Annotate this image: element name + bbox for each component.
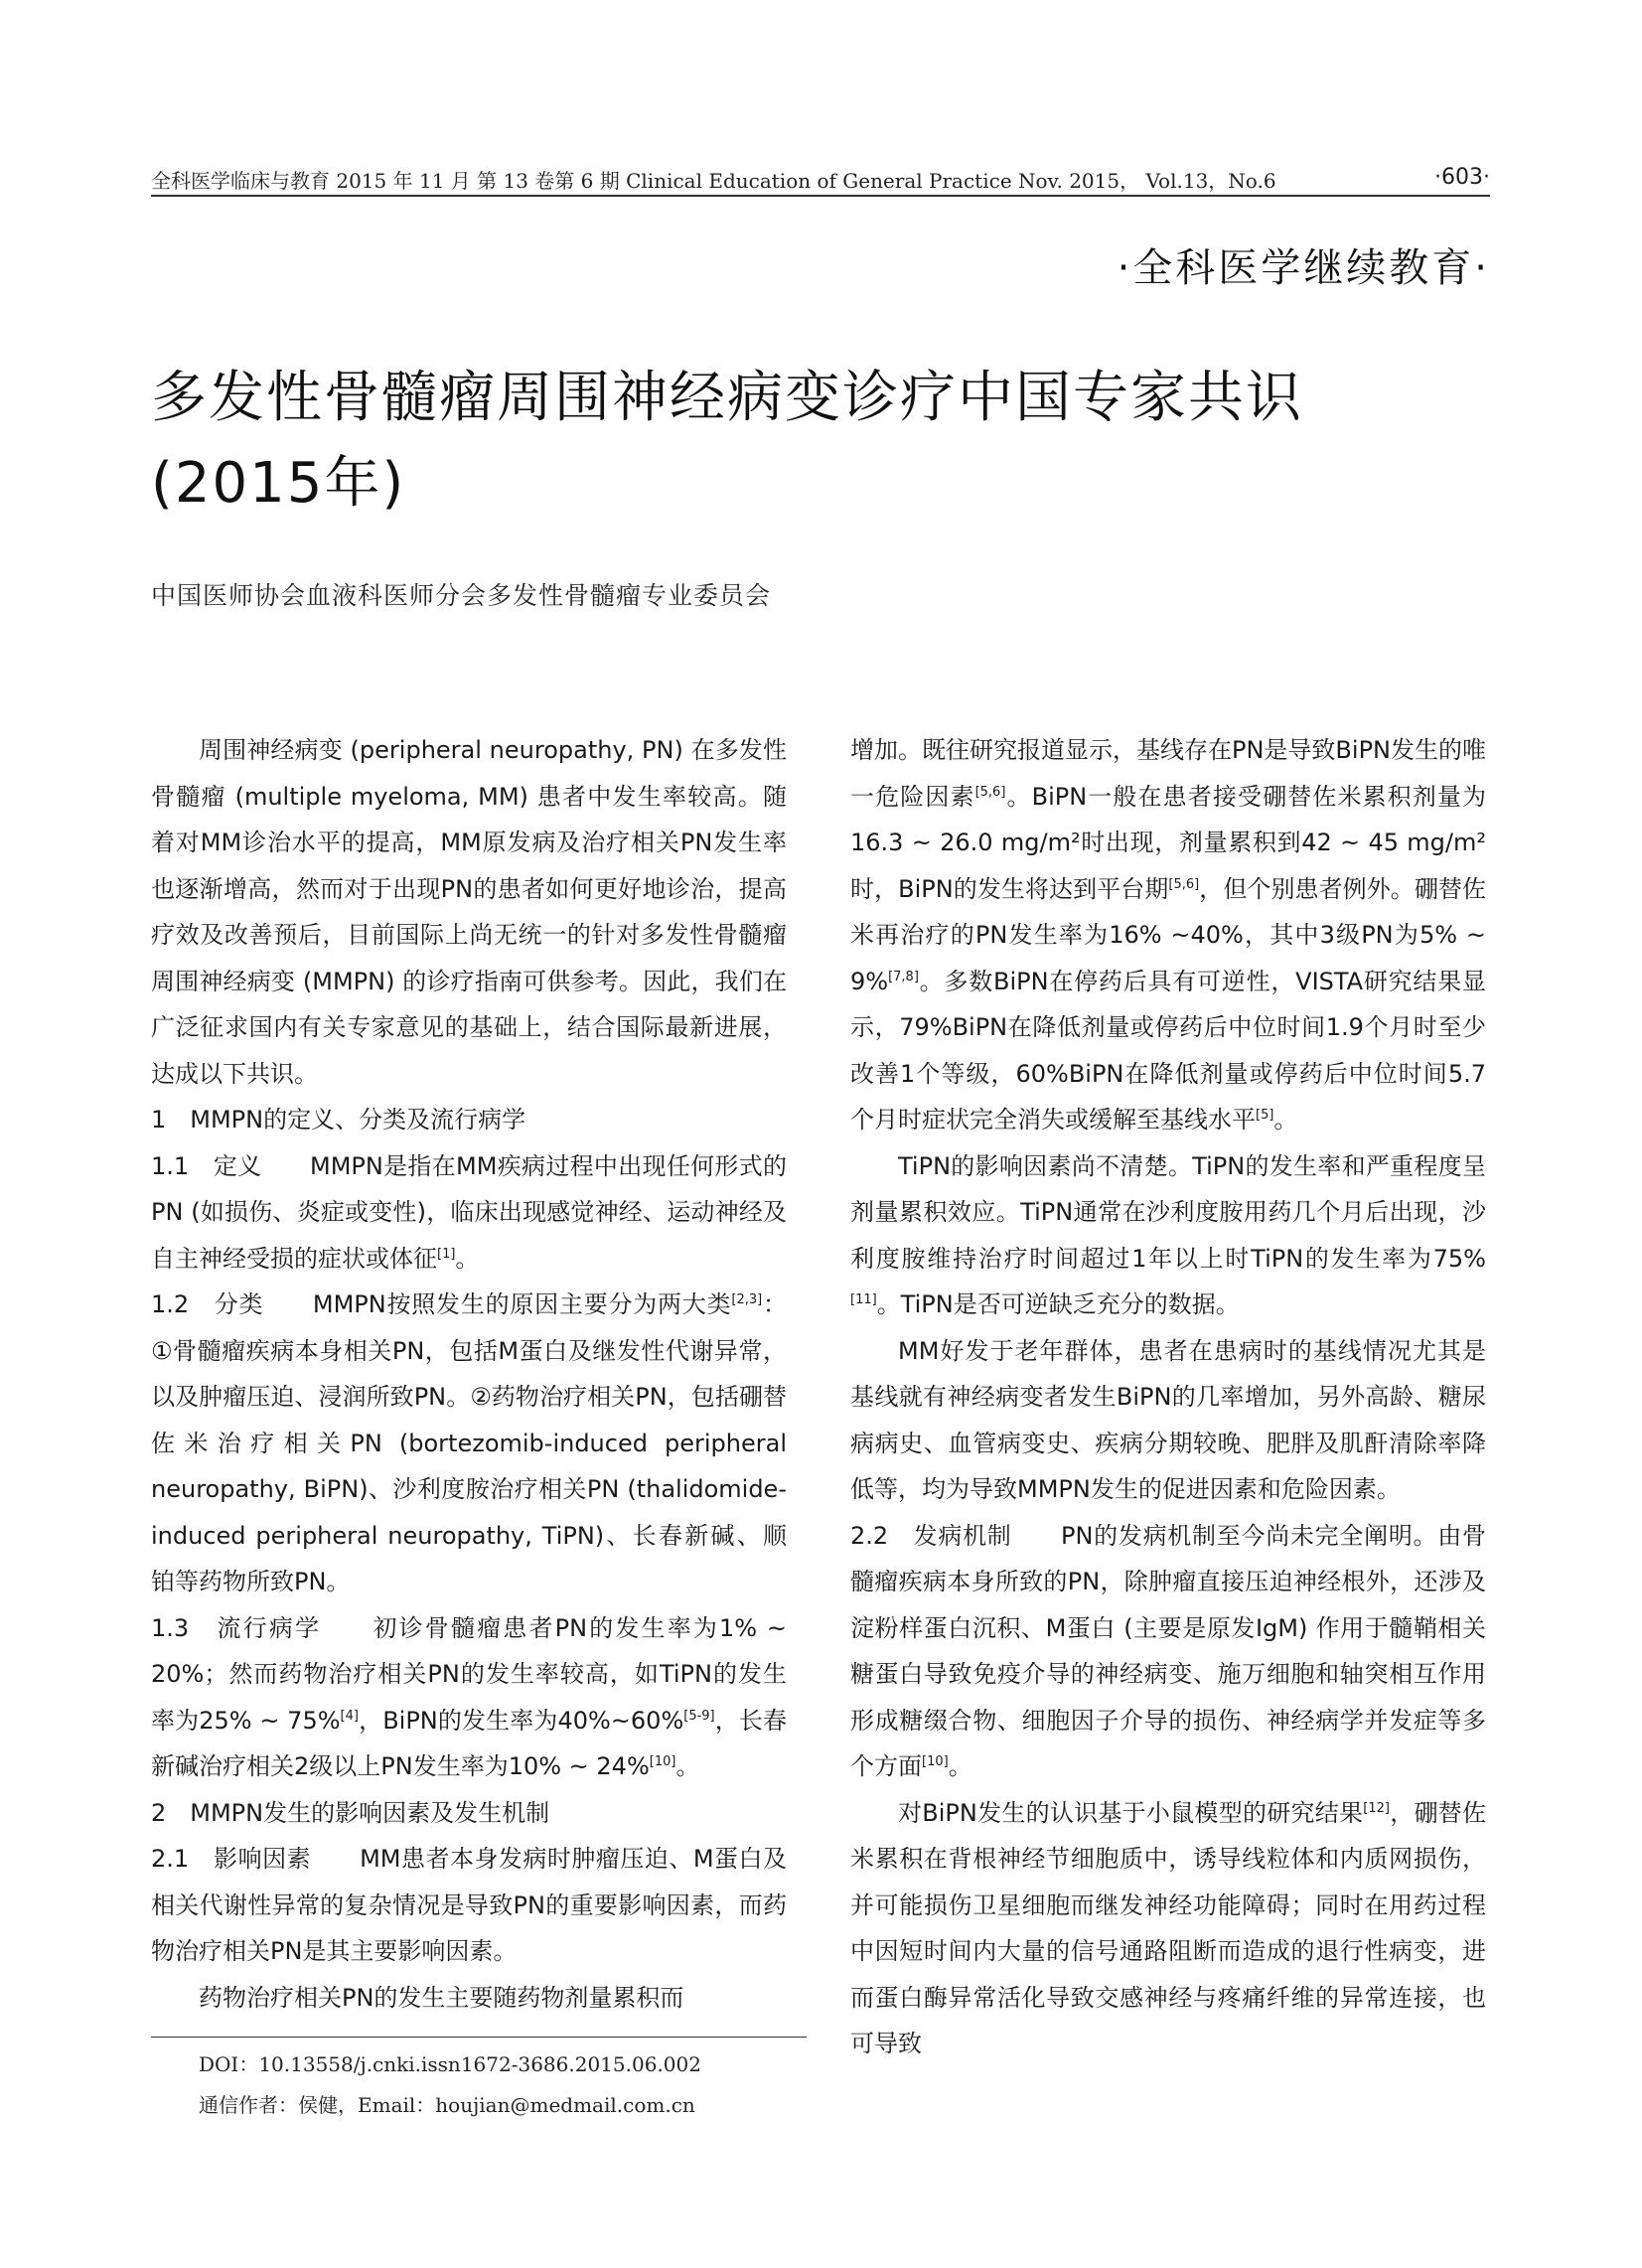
subsection-heading: 2.2 发病机制 [850,1521,1012,1550]
body-text: ，BiPN的发生率为40%~60% [358,1706,684,1735]
section-heading-1: 1 MMPN的定义、分类及流行病学 [151,1106,526,1134]
body-text: ，硼替佐米累积在背根神经节细胞质中，诱导线粒体和内质网损伤，并可能损伤卫星细胞而继发神经功能障碍；同时在用药过程中因短时间内大量的信号通路阻断而造成的退行性病变，进而蛋白酶异常活化导致交感神经与疼痛纤维的异常连接，也可导致 [850,1798,1486,2057]
citation: [10] [649,1754,676,1769]
title-line-2: (2015年) [151,451,406,516]
citation: [5-9] [683,1708,715,1724]
body-paragraph [850,727,1486,1143]
body-text: ，长春新碱治疗相关2级以上PN发生率为10% ~ 24% [151,1706,787,1780]
page-number: ·603· [1434,165,1490,190]
body-paragraph [850,1143,1486,1328]
body-text: 初诊骨髓瘤患者PN的发生率为1% ~ 20%；然而药物治疗相关PN的发生率较高，如TiPN的发生率为25% ~ 75% [151,1613,787,1735]
body-text: 。 [948,1752,972,1780]
right-column [850,727,1486,2067]
left-column [151,727,787,2021]
citation: [5] [1256,1108,1274,1123]
subsection-heading: 2.1 影响因素 [151,1845,312,1873]
doi-footnote: DOI：10.13558/j.cnki.issn1672-3686.2015.06.002 [199,2052,701,2076]
body-text: MM患者本身发病时肿瘤压迫、M蛋白及相关代谢性异常的复杂情况是导致PN的重要影响因素，而药物治疗相关PN是其主要影响因素。 [151,1845,788,1965]
body-text: 增加。既往研究报道显示，基线存在PN是导致BiPN发生的唯一危险因素 [850,736,1486,811]
correspondence-footnote: 通信作者：侯健，Email：houjian@medmail.com.cn [199,2093,695,2117]
author-affiliation: 中国医师协会血液科医师分会多发性骨髓瘤专业委员会 [151,581,772,610]
body-paragraph [850,1790,1486,2067]
body-text: MMPN是指在MM疾病过程中出现任何形式的PN (如损伤、炎症或变性)，临床出现感觉神经、运动神经及自主神经受损的症状或体征 [151,1151,788,1273]
subsection-2-2 [850,1513,1486,1790]
subsection-1-3 [151,1605,787,1790]
subsection-heading: 1.1 定义 [151,1151,262,1180]
subsection-1-1 [151,1143,787,1283]
subsection-1-2 [151,1282,787,1605]
citation: [11] [850,1292,877,1307]
body-text: 。BiPN一般在患者接受硼替佐米累积剂量为16.3 ~ 26.0 mg/m²时出现，剂量累积到42 ~ 45 mg/m²时，BiPN的发生将达到平台期 [850,782,1487,903]
body-text: 。 [675,1752,700,1780]
running-head: 全科医学临床与教育 2015 年 11 月 第 13 卷第 6 期 Clinical Education of General Practice Nov. 2015， Vol.13，No.6 [151,169,1276,193]
subsection-heading: 1.2 分类 [151,1290,264,1318]
intro-paragraph: 周围神经病变 (peripheral neuropathy, PN) 在多发性骨髓瘤 (multiple myeloma, MM) 患者中发生率较高。随着对MM诊治水平的提高，MM原发病及治疗相关PN发生率也逐渐增高，然而对于出现PN的患者如何更好地诊治，提高疗效及改善预后，目前国际上尚无统一的针对多发性骨髓瘤周围神经病变 (MMPN) 的诊疗指南可供参考。因此，我们在广泛征求国内有关专家意见的基础上，结合国际最新进展，达成以下共识。 [151,736,787,1088]
body-text: TiPN的影响因素尚不清楚。TiPN的发生率和严重程度呈剂量累积效应。TiPN通常在沙利度胺用药几个月后出现，沙利度胺维持治疗时间超过1年以上时TiPN的发生率为75% [850,1151,1486,1273]
citation: [2,3] [731,1292,763,1307]
citation: [12] [1363,1800,1390,1816]
title-line-1: 多发性骨髓瘤周围神经病变诊疗中国专家共识 [151,366,1303,430]
body-text: ，但个别患者例外。硼替佐米再治疗的PN发生率为16% ~40%，其中3级PN为5% ~ 9% [850,874,1487,995]
citation: [5,6] [1168,876,1200,892]
body-paragraph: MM好发于老年群体，患者在患病时的基线情况尤其是基线就有神经病变者发生BiPN的几率增加，另外高龄、糖尿病病史、血管病变史、疾病分期较晚、肥胖及肌酐清除率降低等，均为导致MMPN发生的促进因素和危险因素。 [850,1336,1486,1503]
subsection-2-1 [151,1836,787,1975]
citation: [4] [340,1708,359,1724]
citation: [1] [437,1246,456,1262]
article-title [151,356,1482,527]
body-text: MMPN按照发生的原因主要分为两大类 [312,1290,732,1318]
body-text: 对BiPN发生的认识基于小鼠模型的研究结果 [898,1798,1364,1827]
body-text: PN的发病机制至今尚未完全阐明。由骨髓瘤疾病本身所致的PN，除肿瘤直接压迫神经根外，还涉及淀粉样蛋白沉积、M蛋白 (主要是原发IgM) 作用于髓鞘相关糖蛋白导致免疫介导的神经病变、施万细胞和轴突相互作用形成糖缀合物、细胞因子介导的损伤、神经病学并发症等多个方面 [850,1521,1486,1780]
body-text: 。多数BiPN在停药后具有可逆性，VISTA研究结果显示，79%BiPN在降低剂量或停药后中位时间1.9个月时至少改善1个等级，60%BiPN在降低剂量或停药后中位时间5.7个月时症状完全消失或缓解至基线水平 [850,967,1486,1134]
body-paragraph: 药物治疗相关PN的发生主要随药物剂量累积而 [199,1983,684,2012]
body-text: 。 [1273,1106,1298,1134]
subsection-heading: 1.3 流行病学 [151,1613,322,1642]
body-text: 。 [455,1244,480,1273]
citation: [10] [922,1754,949,1769]
header-rule [151,195,1490,197]
body-text: ：①骨髓瘤疾病本身相关PN，包括M蛋白及继发性代谢异常，以及肿瘤压迫、浸润所致PN。②药物治疗相关PN，包括硼替佐米治疗相关PN (bortezomib-induced peripheral neuropathy, BiPN)、沙利度胺治疗相关PN (thalidomide-induced peripheral neuropathy, TiPN)、长春新碱、顺铂等药物所致PN。 [151,1290,788,1595]
citation: [5,6] [974,784,1006,800]
section-label: ·全科医学继续教育· [1117,245,1490,291]
footnote-rule [151,2037,807,2038]
body-text: 。TiPN是否可逆缺乏充分的数据。 [876,1290,1240,1318]
section-heading-2: 2 MMPN发生的影响因素及发生机制 [151,1798,550,1827]
citation: [7,8] [888,969,919,984]
